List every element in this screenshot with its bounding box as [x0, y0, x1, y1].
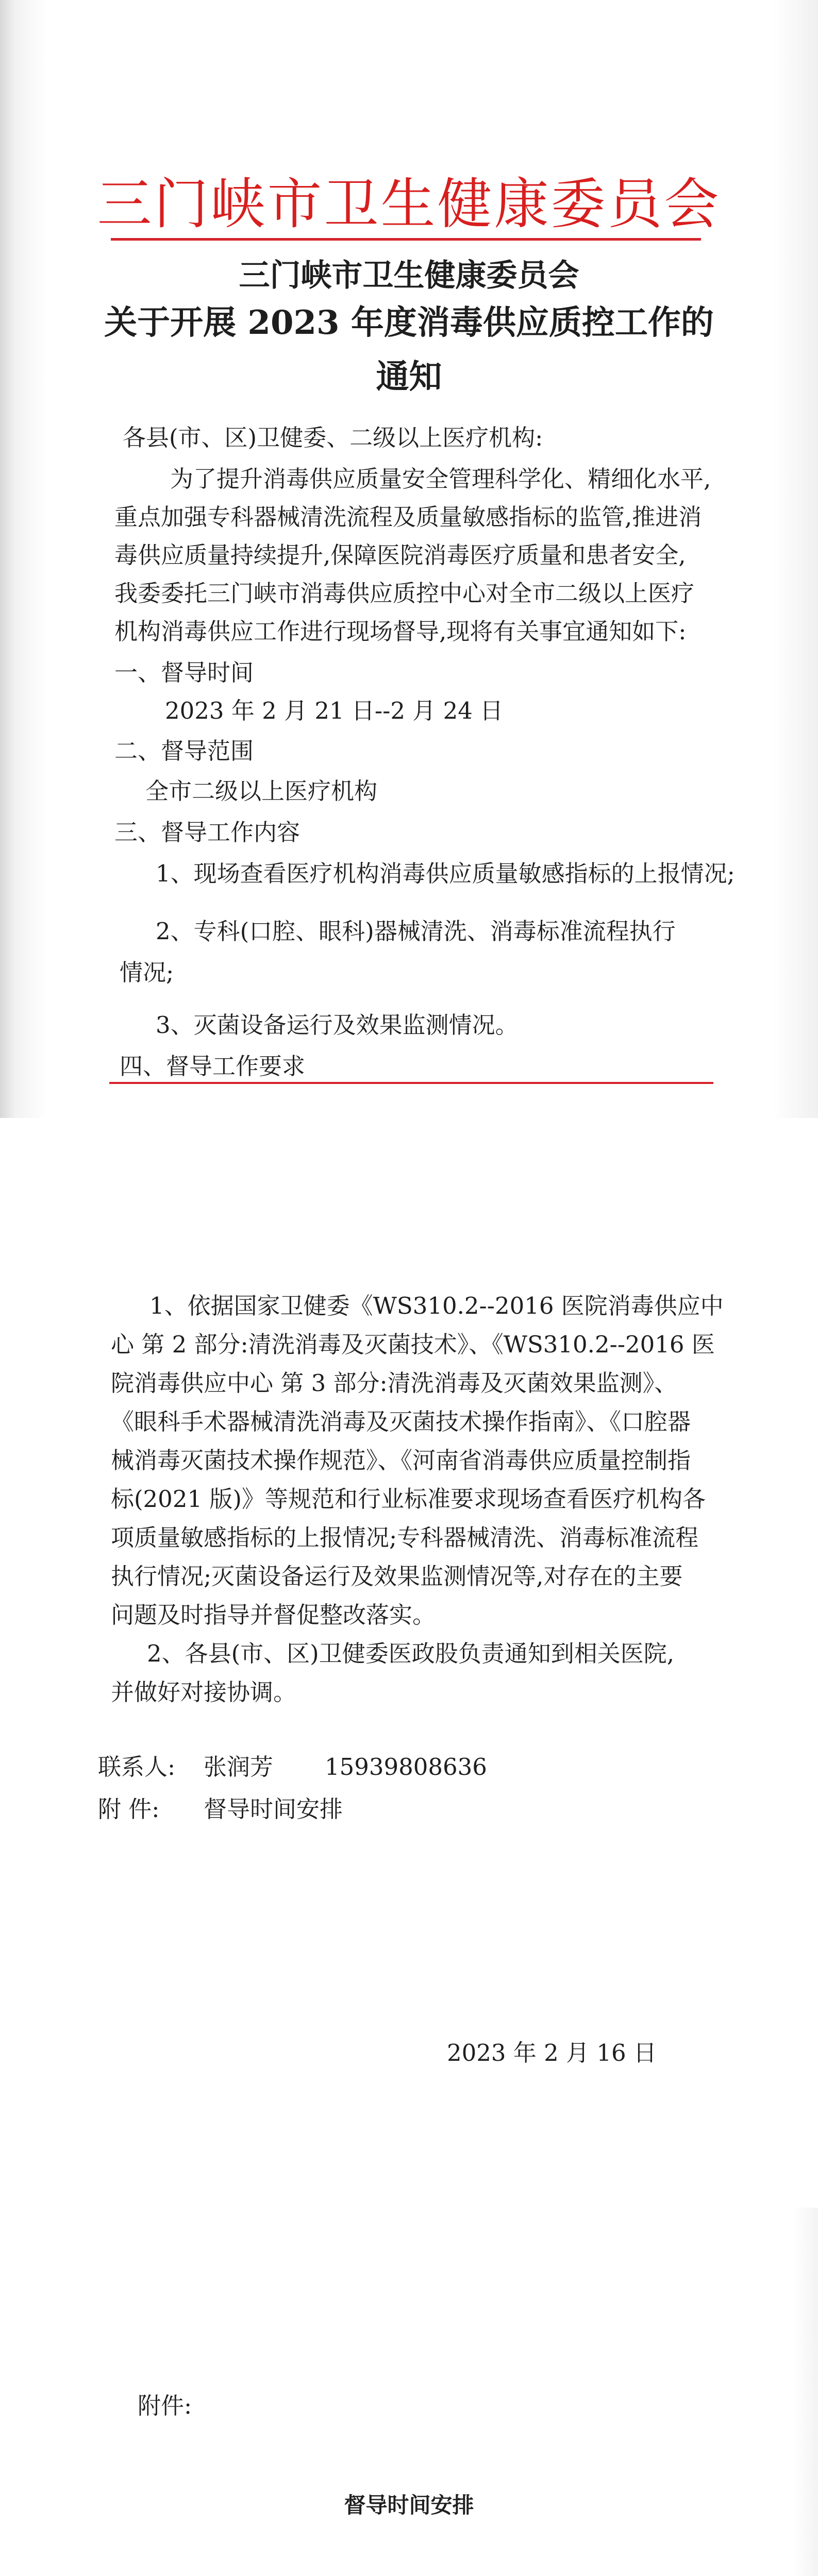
attachment-page	[0, 2208, 818, 2576]
section-text: 全市二级以上医疗机构	[145, 777, 378, 805]
notice-title-line2: 通知	[376, 358, 442, 396]
requirement-line: 执行情况;灭菌设备运行及效果监测情况等,对存在的主要	[111, 1563, 683, 1590]
requirement-line: 械消毒灭菌技术操作规范》、《河南省消毒供应质量控制指	[111, 1447, 691, 1474]
section-item: 3、灭菌设备运行及效果监测情况。	[156, 1011, 519, 1039]
letterhead-rule	[111, 238, 701, 241]
issue-date: 2023 年 2 月 16 日	[447, 2039, 657, 2066]
attachment-label: 附 件:	[98, 1795, 160, 1823]
requirement-line: 院消毒供应中心 第 3 部分:清洗消毒及灭菌效果监测》、	[111, 1369, 678, 1397]
intro-line: 毒供应质量持续提升,保障医院消毒医疗质量和患者安全,	[114, 541, 686, 569]
contact-phone: 15939808636	[325, 1753, 487, 1781]
intro-line: 为了提升消毒供应质量安全管理科学化、精细化水平,	[170, 465, 711, 493]
section-heading: 一、督导时间	[114, 659, 254, 686]
requirement-line: 心 第 2 部分:清洗消毒及灭菌技术》、《WS310.2--2016 医	[111, 1331, 715, 1358]
requirement-line: 2、各县(市、区)卫健委医政股负责通知到相关医院,	[147, 1640, 675, 1667]
requirement-line: 并做好对接协调。	[111, 1679, 297, 1706]
bottom-rule	[109, 1082, 713, 1084]
intro-line: 我委委托三门峡市消毒供应质控中心对全市二级以上医疗	[114, 580, 695, 607]
notice-page-1	[0, 0, 818, 1118]
requirement-line: 问题及时指导并督促整改落实。	[111, 1601, 436, 1629]
section-text: 2023 年 2 月 21 日--2 月 24 日	[165, 697, 504, 724]
contact-name: 张润芳	[204, 1753, 274, 1781]
notice-title-line1: 关于开展 2023 年度消毒供应质控工作的	[104, 303, 714, 342]
section-item: 2、专科(口腔、眼科)器械清洗、消毒标准流程执行	[156, 918, 676, 945]
letterhead: 三门峡市卫生健康委员会	[97, 173, 721, 236]
requirement-line: 项质量敏感指标的上报情况;专科器械清洗、消毒标准流程	[111, 1524, 699, 1551]
intro-line: 重点加强专科器械清洗流程及质量敏感指标的监管,推进消	[114, 503, 702, 531]
contact-label: 联系人:	[98, 1753, 176, 1781]
attachment-label: 附件:	[138, 2392, 192, 2419]
requirement-line: 《眼科手术器械清洗消毒及灭菌技术操作指南》、《口腔器	[111, 1408, 691, 1435]
issuer-line: 三门峡市卫生健康委员会	[239, 258, 579, 294]
section-heading: 四、督导工作要求	[120, 1053, 306, 1080]
attachment-text: 督导时间安排	[204, 1795, 343, 1823]
salutation: 各县(市、区)卫健委、二级以上医疗机构:	[123, 424, 543, 451]
section-heading: 三、督导工作内容	[114, 819, 301, 846]
section-item: 情况;	[120, 959, 174, 986]
intro-line: 机构消毒供应工作进行现场督导,现将有关事宜通知如下:	[114, 618, 687, 645]
requirement-line: 标(2021 版)》等规范和行业标准要求现场查看医疗机构各	[111, 1485, 706, 1513]
notice-page-2	[0, 1118, 818, 2208]
requirement-line: 1、依据国家卫健委《WS310.2--2016 医院消毒供应中	[149, 1292, 724, 1319]
schedule-title: 督导时间安排	[344, 2493, 474, 2518]
section-heading: 二、督导范围	[114, 737, 254, 765]
section-item: 1、现场查看医疗机构消毒供应质量敏感指标的上报情况;	[156, 860, 735, 887]
